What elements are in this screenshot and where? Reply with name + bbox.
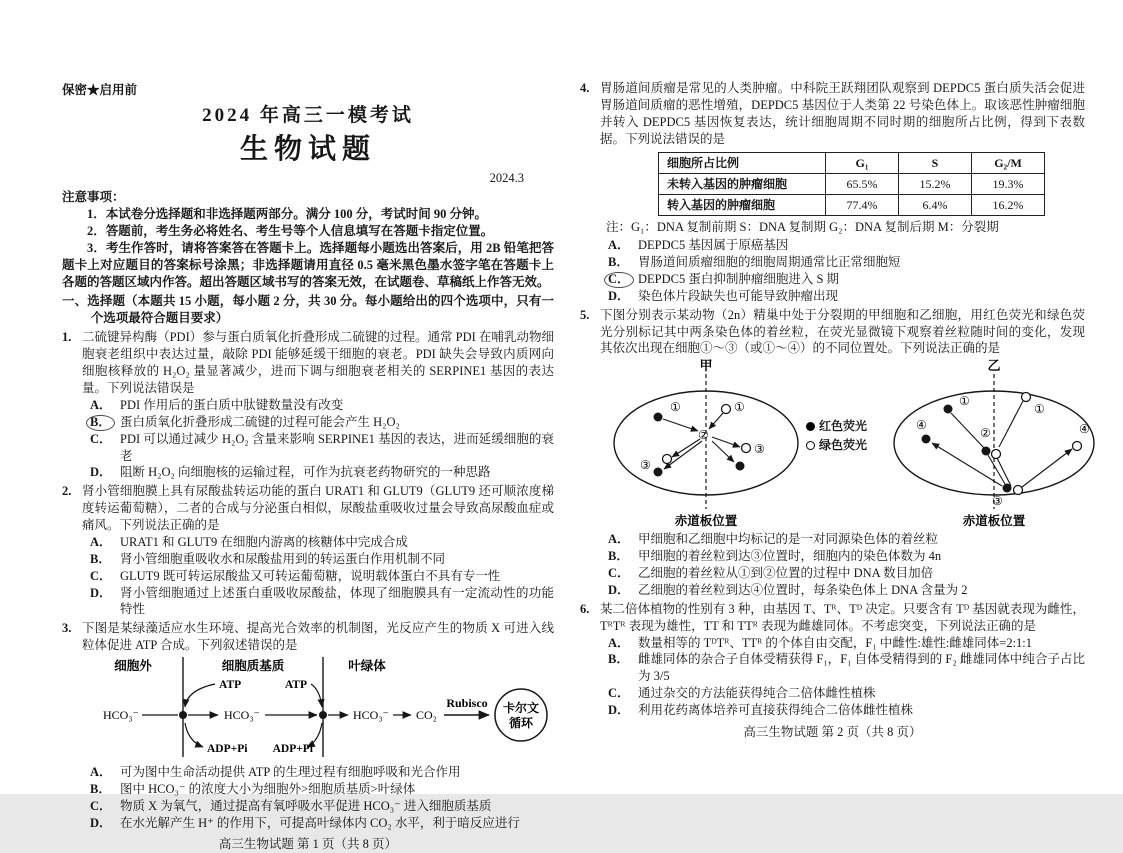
legend-red-item <box>806 417 886 436</box>
option-label: C． <box>608 686 630 701</box>
hco3-label-1: HCO₃⁻ <box>103 708 139 723</box>
option-c <box>90 568 554 585</box>
cell-jia-diagram <box>606 359 806 529</box>
option-a <box>608 635 1085 652</box>
option-text: 肾小管细胞重吸收水和尿酸盐用到的转运蛋白作用机制不同 <box>120 551 446 566</box>
cell-yi-diagram <box>886 359 1101 529</box>
question-2 <box>62 483 554 618</box>
cell-jia-label: 甲 <box>699 358 713 374</box>
option-text: 胃肠道间质瘤细胞的细胞周期通常比正常细胞短 <box>638 254 901 269</box>
option-a <box>90 397 554 414</box>
legend-red-label: 红色荧光 <box>819 419 868 434</box>
option-text: 数量相等的 TᴰTᴿ、TTᴿ 的个体自由交配，F₁ 中雌性:雄性:雌雄同体=2:1:1 <box>638 635 1033 650</box>
note-item-3: 3．考生作答时，请将答案答在答题卡上。选择题每小题选出答案后，用 2B 铅笔把答题卡上对应题目的答案标号涂黑；非选择题请用直径 0.5 毫米黑色墨水签字笔在答题卡上各题的答题区域内作答。超出答题区域书写的答案无效，在试题卷、草稿纸上作答无效。 <box>62 240 554 289</box>
option-text: 可为图中生命活动提供 ATP 的生理过程有细胞呼吸和光合作用 <box>120 764 461 779</box>
option-d <box>90 815 554 832</box>
co2-label: CO₂ <box>416 708 437 723</box>
table-header-cell: 细胞所占比例 <box>659 152 826 173</box>
option-c <box>608 271 1085 288</box>
table-header-cell: G₁ <box>826 152 899 173</box>
question-4 <box>580 80 1085 305</box>
question-5 <box>580 307 1090 599</box>
option-c <box>90 431 554 465</box>
table-cell: 15.2% <box>899 173 972 194</box>
option-b <box>608 548 1085 565</box>
option-text: 利用花药离体培养可直接获得纯合二倍体雌性植株 <box>638 703 914 718</box>
option-b <box>608 651 1085 685</box>
option-a <box>608 531 1085 548</box>
option-d <box>608 288 1085 305</box>
table-row <box>659 194 1045 215</box>
position-1-label: ① <box>734 400 745 415</box>
question-number: 4. <box>580 81 590 95</box>
option-d <box>608 582 1085 599</box>
position-2-label: ② <box>980 426 991 441</box>
table-cell: 6.4% <box>899 194 972 215</box>
position-1-label: ① <box>959 394 970 409</box>
region-label-chloroplast: 叶绿体 <box>348 659 386 674</box>
question-stem: 胃肠道间质瘤是常见的人类肿瘤。中科院王跃翔团队观察到 DEPDC5 蛋白质失活会促进胃肠道间质瘤的恶性增殖，DEPDC5 基因位于人类第 22 号染色体上。取该恶性肿瘤细胞并转入 DEPDC5 基因恢复表达，统计细胞周期不同时期的细胞所占比例，得到下表数据。下列说法错误的是 <box>600 81 1085 146</box>
option-label: B． <box>90 551 111 566</box>
pencil-circle-mark: B． <box>86 415 115 431</box>
calvin-cycle-label: 卡尔文 <box>502 701 540 716</box>
option-text: 染色体片段缺失也可能导致肿瘤出现 <box>638 288 839 303</box>
position-3-label: ③ <box>992 494 1003 509</box>
option-label: A． <box>608 237 630 252</box>
exam-title: 2024 年高三一模考试 <box>202 104 414 126</box>
position-3-label: ③ <box>640 458 651 473</box>
option-label: A． <box>90 534 112 549</box>
option-label: D． <box>608 703 630 718</box>
option-d <box>608 702 1085 719</box>
option-text: GLUT9 既可转运尿酸盐又可转运葡萄糖，说明载体蛋白不具有专一性 <box>120 568 501 583</box>
option-label: A． <box>608 635 630 650</box>
option-label: B． <box>90 781 111 796</box>
option-b <box>90 414 554 431</box>
question-number: 6. <box>580 601 590 616</box>
option-label: D． <box>90 465 112 480</box>
fluorescence-legend <box>806 417 886 454</box>
atp-label-2: ATP <box>284 679 307 692</box>
pencil-circle-mark: C． <box>604 272 634 288</box>
table-header-row <box>659 152 1045 173</box>
security-notice: 保密★启用前 <box>62 83 138 97</box>
cell-cycle-table <box>658 152 1045 217</box>
table-cell: 19.3% <box>972 173 1045 194</box>
page-1 <box>62 82 554 853</box>
region-label-extracellular: 细胞外 <box>114 659 152 674</box>
table-row <box>659 173 1045 194</box>
question-3 <box>62 620 554 831</box>
option-text: 雌雄同体的杂合子自体受精获得 F₁，F₁ 自体受精得到的 F₂ 雌雄同体中纯合子占比为 3/5 <box>638 652 1085 684</box>
question-stem: 下图是某绿藻适应水生环境、提高光合效率的机制图，光反应产生的物质 X 可进入线粒体促进 ATP 合成。下列叙述错误的是 <box>82 621 554 653</box>
page-footer: 高三生物试题 第 1 页（共 8 页） <box>218 837 398 852</box>
option-c <box>608 685 1085 702</box>
option-b <box>90 781 554 798</box>
question-number: 3. <box>62 621 72 636</box>
adp-label-1: ADP+Pi <box>207 743 248 756</box>
notes-header: 注意事项： <box>62 190 125 205</box>
question-number: 2. <box>62 484 72 499</box>
calvin-cycle-label: 循环 <box>508 716 534 731</box>
option-a <box>90 534 554 551</box>
table-cell: 转入基因的肿瘤细胞 <box>659 194 826 215</box>
option-text: 物质 X 为氧气，通过提高有氧呼吸水平促进 HCO₃⁻ 进入细胞质基质 <box>120 798 492 813</box>
position-3-label: ③ <box>754 442 765 457</box>
option-c <box>608 565 1085 582</box>
option-text: 通过杂交的方法能获得纯合二倍体雌性植株 <box>638 686 876 701</box>
option-b <box>90 551 554 568</box>
option-text: 肾小管细胞通过上述蛋白重吸收尿酸盐，体现了细胞膜具有一定流动性的功能特性 <box>120 585 554 617</box>
option-text: DEPDC5 基因属于原癌基因 <box>638 237 789 252</box>
option-text: 阻断 H₂O₂ 向细胞核的运输过程，可作为抗衰老药物研究的一种思路 <box>120 465 491 480</box>
option-label: A． <box>608 532 630 547</box>
option-d <box>90 585 554 619</box>
equator-plate-label: 赤道板位置 <box>674 514 738 529</box>
question-stem: 某二倍体植物的性别有 3 种，由基因 T、Tᴿ、Tᴰ 决定。只要含有 Tᴰ 基因就表现为雌性，TᴿTᴿ 表现为雄性，TT 和 TTᴿ 表现为雌雄同体。不考虑突变，下列说法正确的是 <box>600 601 1085 633</box>
option-label: B． <box>608 549 629 564</box>
q3-transport-diagram <box>85 657 551 757</box>
option-c <box>90 798 554 815</box>
red-fluorescence-dot-icon <box>806 422 815 431</box>
table-cell: 16.2% <box>972 194 1045 215</box>
option-text: PDI 作用后的蛋白质中肽键数量没有改变 <box>120 397 344 412</box>
note-item-1: 1．本试卷分选择题和非选择题两部分。满分 100 分，考试时间 90 分钟。 <box>87 207 488 222</box>
option-text: DEPDC5 蛋白抑制肿瘤细胞进入 S 期 <box>638 271 840 286</box>
legend-green-label: 绿色荧光 <box>819 437 868 452</box>
table-cell: 未转入基因的肿瘤细胞 <box>659 173 826 194</box>
option-a <box>90 764 554 781</box>
question-1 <box>62 329 554 481</box>
question-number: 1. <box>62 330 72 345</box>
table-header-cell: G₂/M <box>972 152 1045 173</box>
option-label: B． <box>608 254 629 269</box>
option-label <box>90 414 120 431</box>
option-b <box>608 254 1085 271</box>
option-text: 蛋白质氧化折叠形成二硫键的过程可能会产生 H₂O₂ <box>120 414 400 429</box>
table-note: 注：G₁：DNA 复制前期 S：DNA 复制期 G₂：DNA 复制后期 M：分裂期 <box>606 220 999 235</box>
question-6 <box>580 601 1085 719</box>
table-cell: 65.5% <box>826 173 899 194</box>
option-label: A． <box>90 764 112 779</box>
option-text: 乙细胞的着丝粒从①到②位置的过程中 DNA 数目加倍 <box>638 566 934 581</box>
option-label: C． <box>90 568 112 583</box>
question-stem: 二硫键异构酶（PDI）参与蛋白质氧化折叠形成二硫键的过程。通常 PDI 在哺乳动物细胞衰老组织中表达过量，敲除 PDI 能够延缓干细胞的衰老。PDI 缺失会导致内质网向细胞核释放的 H₂O₂ 量显著减少，进而下调与细胞衰老相关的 SERPINE1 基因的表达量。下列说法错误是 <box>82 330 554 395</box>
option-label: D． <box>608 582 630 597</box>
option-text: 甲细胞和乙细胞中均标记的是一对同源染色体的着丝粒 <box>638 532 939 547</box>
atp-label-1: ATP <box>219 679 242 692</box>
question-stem: 肾小管细胞膜上具有尿酸盐转运功能的蛋白 URAT1 和 GLUT9（GLUT9 还可顺浓度梯度转运葡萄糖），二者的合成与分泌蛋白相似，尿酸盐重吸收过量会导致高尿酸血症或痛风。下列说法正确的是 <box>82 484 554 533</box>
hco3-label-3: HCO₃⁻ <box>353 708 389 723</box>
position-1-label: ① <box>1034 402 1045 417</box>
option-text: PDI 可以通过减少 H₂O₂ 含量来影响 SERPINE1 基因的表达，进而延缓细胞的衰老 <box>120 431 554 463</box>
option-text: 乙细胞的着丝粒到达④位置时，每条染色体上 DNA 含量为 2 <box>638 582 968 597</box>
note-item-2: 2．答题前，考生务必将姓名、考生号等个人信息填写在答题卡指定位置。 <box>87 223 494 238</box>
green-fluorescence-dot-icon <box>806 441 815 450</box>
option-label: A． <box>90 397 112 412</box>
option-text: 图中 HCO₃⁻ 的浓度大小为细胞外>细胞质基质>叶绿体 <box>120 781 416 796</box>
option-text: URAT1 和 GLUT9 在细胞内游离的核糖体中完成合成 <box>120 534 408 549</box>
cell-yi-label: 乙 <box>987 358 1001 374</box>
subject-title: 生物试题 <box>239 133 376 165</box>
page-footer: 高三生物试题 第 2 页（共 8 页） <box>743 724 922 739</box>
option-label: D． <box>90 815 112 830</box>
question-stem: 下图分别表示某动物（2n）精巢中处于分裂期的甲细胞和乙细胞，用红色荧光和绿色荧光分别标记其中两条染色体的着丝粒，在荧光显微镜下观察着丝粒随时间的变化，发现其依次出现在细胞①～③（或①～④）的不同位置处。下列说法正确的是 <box>600 307 1085 356</box>
dividing-cells-figure <box>606 358 1090 529</box>
exam-date: 2024.3 <box>489 171 524 186</box>
option-label: C． <box>608 566 630 581</box>
option-label: C． <box>90 431 112 446</box>
adp-label-2: ADP+Pi <box>272 743 313 756</box>
equator-plate-label: 赤道板位置 <box>962 514 1026 529</box>
table-header-cell: S <box>899 152 972 173</box>
option-label: B． <box>608 652 629 667</box>
section-header: 一、选择题（本题共 15 小题，每小题 2 分，共 30 分。每小题给出的四个选项中，只有一个选项最符合题目要求） <box>62 294 554 326</box>
position-4-label: ④ <box>916 418 927 433</box>
position-1-label: ① <box>670 400 681 415</box>
option-label: C． <box>90 798 112 813</box>
bicarbonate-transport-figure <box>82 657 554 762</box>
option-text: 在水光解产生 H⁺ 的作用下，可提高叶绿体内 CO₂ 水平，利于暗反应进行 <box>120 815 520 830</box>
region-label-cytosol: 细胞质基质 <box>221 659 285 674</box>
rubisco-label: Rubisco <box>446 696 488 711</box>
option-label <box>608 271 638 288</box>
option-text: 甲细胞的着丝粒到达③位置时，细胞内的染色体数为 4n <box>638 549 942 564</box>
option-d <box>90 464 554 481</box>
option-a <box>608 237 1085 254</box>
option-label: D． <box>90 585 112 600</box>
legend-green-item <box>806 436 886 455</box>
table-cell: 77.4% <box>826 194 899 215</box>
hco3-label-2: HCO₃⁻ <box>224 708 260 723</box>
question-number: 5. <box>580 307 590 322</box>
position-2-label: ② <box>698 428 709 443</box>
position-4-label: ④ <box>1079 422 1090 437</box>
page-2 <box>580 78 1090 741</box>
option-label: D． <box>608 288 630 303</box>
